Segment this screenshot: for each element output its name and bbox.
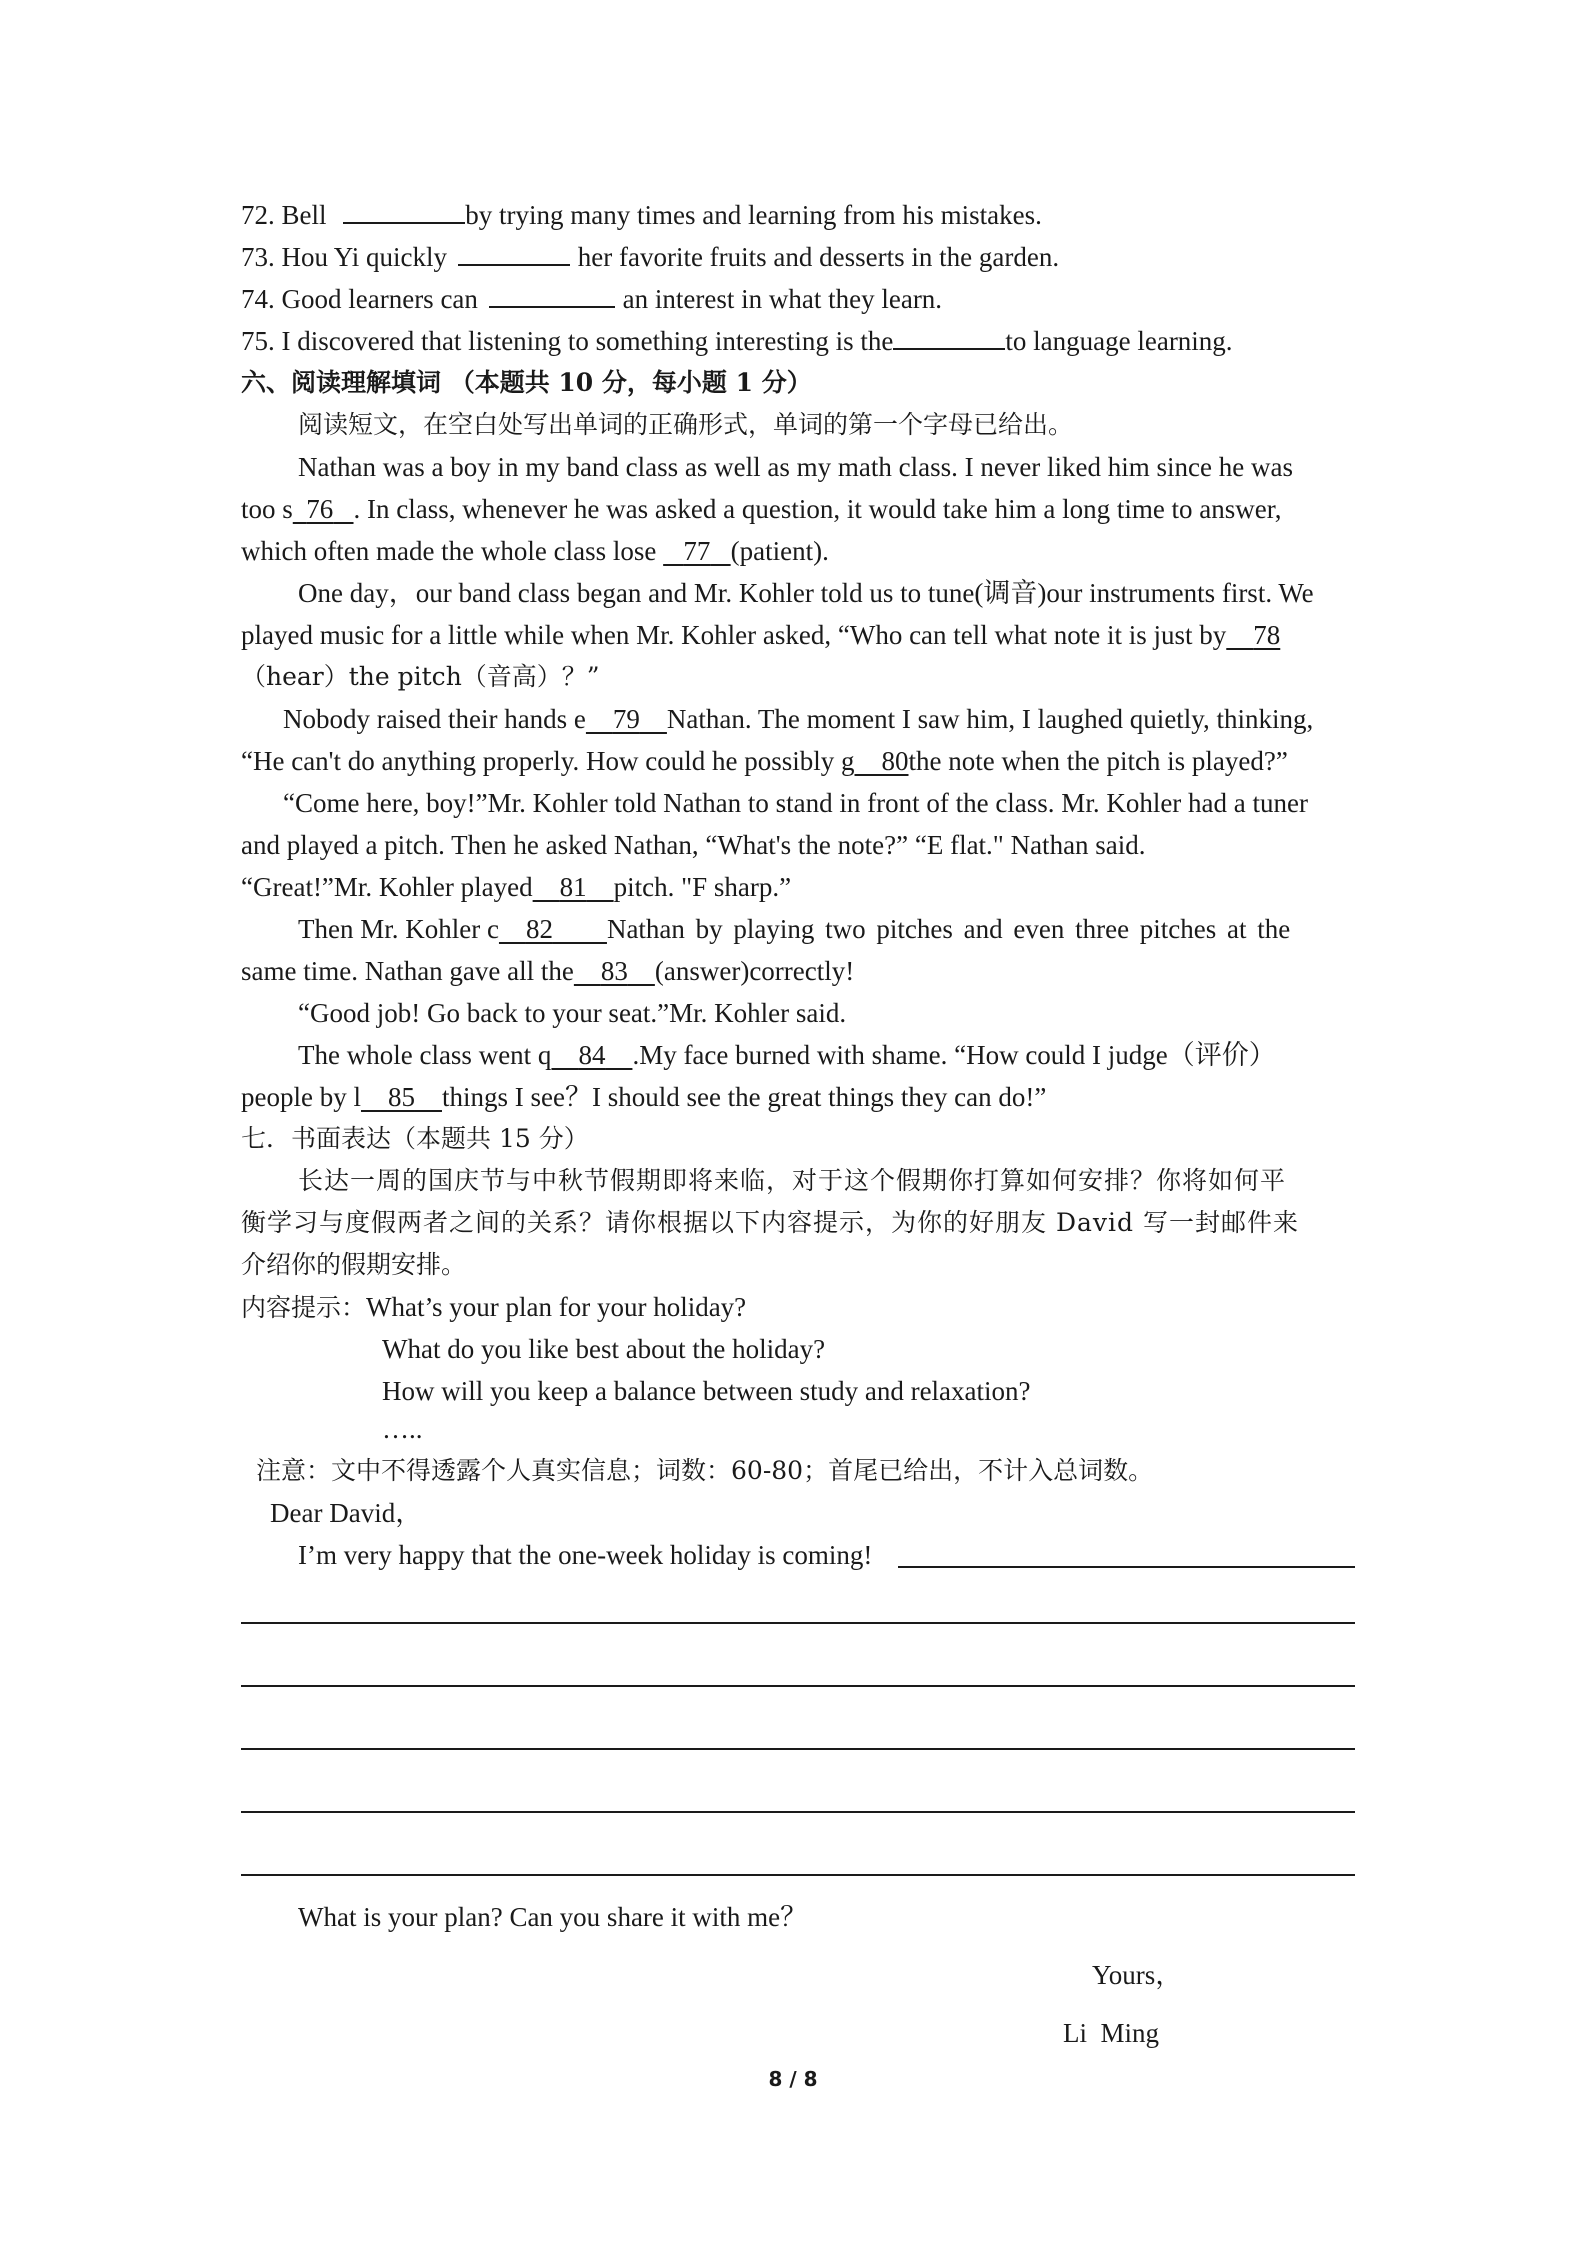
prompt-item: How will you keep a balance between study and relaxation?: [382, 1376, 1031, 1406]
passage-p1-line3: [241, 534, 829, 568]
passage-p1-line2: [241, 492, 1355, 526]
question-75: [241, 324, 1233, 358]
q73-answer-blank[interactable]: [458, 240, 570, 266]
prompt-row-1: [241, 1290, 746, 1325]
blank-81[interactable]: [533, 872, 614, 902]
prompt-item: What do you like best about the holiday?: [382, 1334, 826, 1364]
passage-text: The whole class went q: [298, 1040, 552, 1070]
letter-signature: Li Ming: [1063, 2018, 1160, 2048]
passage-p1-line1: [298, 450, 1355, 484]
letter-opening-text: I’m very happy that the one-week holiday is coming!: [298, 1540, 873, 1570]
q74-answer-blank[interactable]: [489, 282, 615, 308]
question-73: [241, 240, 1059, 274]
passage-p5-line1: [298, 912, 1355, 946]
passage-text: the note when the pitch is played?”: [908, 746, 1288, 776]
writing-line[interactable]: [241, 1748, 1355, 1750]
blank-84-number: 84: [578, 1040, 606, 1070]
passage-p4-line2: and played a pitch. Then he asked Nathan, “What's the note?” “E flat." Nathan said.: [241, 830, 1146, 860]
passage-p7-line2: [241, 1080, 1046, 1114]
q73-pre: 73. Hou Yi quickly: [241, 242, 447, 272]
section-7-intro-line2: 衡学习与度假两者之间的关系？请你根据以下内容提示，为你的好朋友 David 写一封邮件来: [241, 1208, 1299, 1237]
prompt-label: 内容提示：: [241, 1293, 367, 1322]
blank-76-number: 76: [306, 494, 334, 524]
q75-post: to language learning.: [1005, 326, 1233, 356]
blank-83[interactable]: [574, 956, 655, 986]
passage-p6: “Good job! Go back to your seat.”Mr. Kohler said.: [298, 998, 847, 1028]
blank-82-number: 82: [525, 914, 553, 944]
blank-77-number: 77: [683, 536, 711, 566]
blank-80[interactable]: [855, 746, 909, 776]
writing-line[interactable]: [241, 1685, 1355, 1687]
page-number: 8 / 8: [768, 2067, 818, 2091]
blank-79[interactable]: [586, 704, 667, 734]
passage-text: “He can't do anything properly. How could he possibly g: [241, 746, 855, 776]
q72-post: by trying many times and learning from his mistakes.: [465, 200, 1042, 230]
blank-77[interactable]: [663, 536, 731, 566]
passage-text: people by l: [241, 1082, 361, 1112]
passage-text: which often made the whole class lose: [241, 536, 657, 566]
prompt-item: …..: [382, 1414, 423, 1444]
letter-opening: [298, 1538, 872, 1572]
blank-84[interactable]: [551, 1040, 632, 1070]
section-7-intro-line1: 长达一周的国庆节与中秋节假期即将来临，对于这个假期你打算如何安排？你将如何平: [298, 1166, 1287, 1195]
passage-p5-line2: [241, 954, 854, 988]
blank-78-number: 78: [1253, 620, 1281, 650]
passage-p7-line1: [298, 1038, 1276, 1072]
blank-79-number: 79: [612, 704, 640, 734]
passage-text: played music for a little while when Mr. Kohler asked, “Who can tell what note it is just by: [241, 620, 1227, 650]
question-74: [241, 282, 942, 316]
passage-text: (answer)correctly!: [654, 956, 855, 986]
q72-answer-blank[interactable]: [343, 198, 465, 224]
passage-text: Nobody raised their hands e: [283, 704, 586, 734]
letter-closing: What is your plan? Can you share it with me？: [298, 1902, 808, 1932]
blank-80-number: 80: [881, 746, 909, 776]
blank-83-number: 83: [600, 956, 628, 986]
writing-line[interactable]: [241, 1874, 1355, 1876]
passage-p3-line1: [283, 702, 1313, 736]
q75-pre: 75. I discovered that listening to something interesting is the: [241, 326, 894, 356]
section-7-intro-line3: 介绍你的假期安排。: [241, 1250, 467, 1279]
passage-text: (patient).: [730, 536, 829, 566]
blank-76[interactable]: [293, 494, 354, 524]
passage-text: same time. Nathan gave all the: [241, 956, 574, 986]
blank-82[interactable]: [499, 914, 607, 944]
passage-text: “Great!”Mr. Kohler played: [241, 872, 533, 902]
blank-85-number: 85: [387, 1082, 415, 1112]
section-6-instruction: 阅读短文，在空白处写出单词的正确形式，单词的第一个字母已给出。: [298, 410, 1074, 439]
passage-p4-line3: [241, 870, 791, 904]
blank-85[interactable]: [361, 1082, 442, 1112]
passage-p3-line2: [241, 744, 1288, 778]
passage-text: pitch. "F sharp.”: [613, 872, 792, 902]
writing-line[interactable]: [241, 1811, 1355, 1813]
writing-line[interactable]: [898, 1566, 1355, 1568]
passage-text: Nathan was a boy in my band class as well as my math class. I never liked him since he was: [298, 452, 1293, 482]
passage-p2-line1: One day，our band class began and Mr. Kohler told us to tune(调音)our instruments first. We: [298, 578, 1314, 608]
q75-answer-blank[interactable]: [893, 324, 1005, 350]
passage-p2-line3: （hear）the pitch（音高）？”: [241, 662, 600, 691]
question-72: [241, 198, 1042, 232]
letter-signoff: Yours，: [1092, 1960, 1183, 1990]
blank-81-number: 81: [559, 872, 587, 902]
writing-line[interactable]: [241, 1622, 1355, 1624]
word-count-note: 注意：文中不得透露个人真实信息；词数：60-80；首尾已给出，不计入总词数。: [256, 1456, 1154, 1485]
passage-p2-line2: [241, 618, 1280, 652]
prompt-item: What’s your plan for your holiday?: [366, 1292, 747, 1322]
blank-78[interactable]: [1226, 620, 1280, 650]
passage-text: Nathan. The moment I saw him, I laughed quietly, thinking,: [666, 704, 1314, 734]
passage-p4-line1: “Come here, boy!”Mr. Kohler told Nathan to stand in front of the class. Mr. Kohler had a tuner: [283, 788, 1308, 818]
q74-pre: 74. Good learners can: [241, 284, 478, 314]
section-6-heading: 六、阅读理解填词 （本题共 10 分，每小题 1 分）: [241, 368, 812, 397]
letter-salutation: Dear David，: [270, 1498, 423, 1528]
passage-text: Nathan by playing two pitches and even three pitches at the: [606, 914, 1291, 944]
passage-text: .My face burned with shame. “How could I judge（评价）: [632, 1040, 1276, 1070]
section-7-heading: 七．书面表达（本题共 15 分）: [241, 1124, 589, 1153]
passage-text: too s: [241, 494, 293, 524]
q72-pre: 72. Bell: [241, 200, 327, 230]
passage-text: . In class, whenever he was asked a question, it would take him a long time to answer,: [353, 494, 1282, 524]
q74-post: an interest in what they learn.: [622, 284, 943, 314]
q73-post: her favorite fruits and desserts in the garden.: [577, 242, 1060, 272]
passage-text: things I see？I should see the great things they can do!”: [441, 1082, 1047, 1112]
passage-text: Then Mr. Kohler c: [298, 914, 499, 944]
